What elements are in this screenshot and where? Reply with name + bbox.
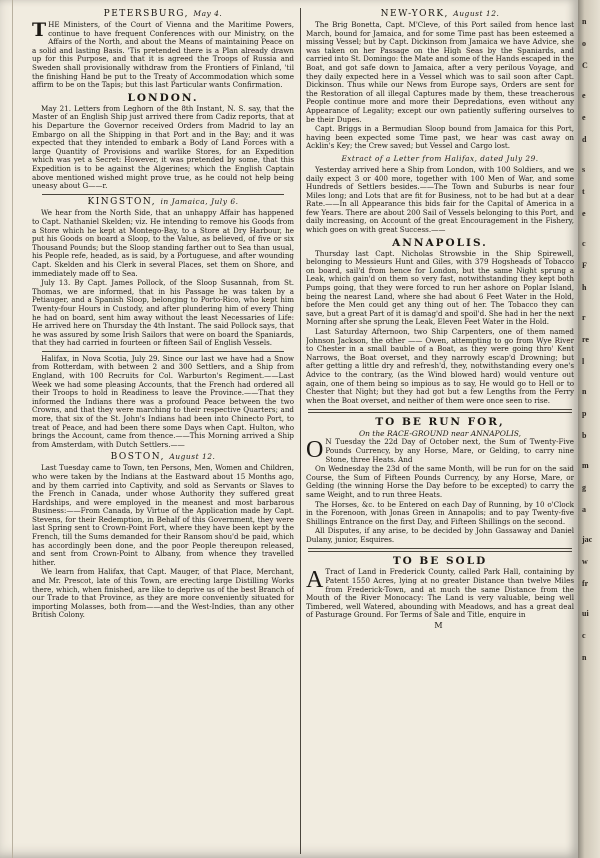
kingston-title: KINGSTON, — [87, 197, 157, 208]
race-ad-heading: TO BE RUN FOR, — [375, 416, 505, 429]
boston-date: August 12. — [169, 452, 216, 462]
edge-fragment: g — [582, 483, 586, 492]
edge-fragment: e — [582, 209, 586, 218]
edge-fragment: ui — [582, 609, 589, 618]
advertisement-divider — [308, 409, 572, 413]
edge-fragment: m — [582, 461, 589, 470]
race-ad-paragraph-4: All Disputes, if any arise, to be decided by John Gassaway and Daniel Dulany, junior, Esquires. — [306, 526, 574, 544]
edge-fragment: w — [582, 557, 588, 566]
annapolis-article-2: Last Saturday Afternoon, two Ship Carpenters, one of them named Johnson Jackson, the other —— Owen, attempting to go from Wye River to Chester in a small bauble of a Boat, as they were going thro' Kent Narrows, the Boat overset, and they narrowly escap'd Drowning; but after getting a little dry and refresh'd, they, notwithstanding every one's Advice to the contrary, (as the Wind blowed hard) would venture out again, one of them being so impious as to say, He would go to Hell or to Chester that Night; but they had got but a few Lengths from the Ferry when the Boat overset, and neither of them were once seen to rise. — [306, 327, 574, 405]
edge-fragment: c — [582, 631, 586, 640]
petersburg-date: May 4. — [193, 9, 223, 18]
race-ad-subheading: On the RACE-GROUND near ANNAPOLIS, — [358, 429, 522, 439]
new-york-article-2: Capt. Briggs in a Bermudian Sloop bound from Jamaica for this Port, having been expected some Time past, we hear was cast away on Acklin's Key; the Crew saved; but Vessel and Cargo lost. — [306, 124, 574, 151]
edge-fragment: fr — [582, 579, 589, 588]
edge-fragment: F — [582, 261, 587, 270]
halifax-article: Halifax, in Nova Scotia, July 29. Since our last we have had a Snow from Rotterdam, with between 2 and 300 Settlers, and a Ship from England, with 100 Recruits for Col. Warburton's Regiment.——Last Week we had some pleasing Accounts, that the French had ordered all their Troops to hold in Readiness to leave the Province.——That they informed the Indians there was a profound Peace between the two Crowns, and that they were marching to their respective Quarters; and more, that six of the St. John's Indians had been into Chinecto Port, to treat of Peace, and had been there some Days when Capt. Hulton, who brings the Account, came from thence.——This Morning arrived a Ship from Amsterdam, with Dutch Settlers.—— — [32, 353, 294, 449]
edge-fragment: h — [582, 283, 587, 292]
edge-fragment: p — [582, 409, 587, 418]
new-york-title: NEW-YORK, — [380, 9, 449, 19]
advertisement-divider — [308, 548, 572, 552]
section-divider — [42, 194, 284, 195]
annapolis-heading: ANNAPOLIS. — [392, 236, 488, 249]
adjacent-page-fragments — [578, 0, 600, 666]
london-heading: LONDON. — [127, 91, 199, 104]
column-rule — [300, 8, 301, 854]
annapolis-article-1: Thursday last Capt. Nicholas Strowsbie in the Ship Spirewell, belonging to Messieurs Hunt and Giles, with 379 Hogsheads of Tobacco on board, sail'd from hence for London, but the same Night sprung a Leak, which gain'd on them so very fast, notwithstanding they kept both Pumps going, that they were forced to run her ashore on Poplar Island, being the nearest Land, where she had about 6 Feet Water in the Hold, before the Men could get any thing out of her. The Tobacco they can save, but a great Part of it is damag'd and spoil'd. She had in her the next Morning after she sprung the Leak, Eleven Feet Water in the Hold. — [306, 248, 574, 327]
edge-fragment: s — [582, 165, 586, 174]
edge-fragment: r — [582, 313, 586, 322]
petersburg-article — [32, 21, 294, 90]
right-column — [306, 6, 574, 856]
edge-fragment: c — [582, 239, 586, 248]
petersburg-article-text: HE Ministers, of the Court of Vienna and the Maritime Powers, continue to have frequent Conferences with our Ministry, on the Affairs of the North, and about the Means of maintaining Peace on a solid and lasting Basis. 'Tis pretended there is a Plan already drawn up for this Purpose, and that it is agreed the Troops of Russia and Sweden shall provisionally withdraw from the Frontiers of Finland, 'til the finishing Hand be put to the Treaty of Accommodation which some affirm to be on the Tapis; but this last Particular wants Confirmation. — [32, 20, 294, 90]
new-york-article-1: The Brig Bonetta, Capt. M'Cleve, of this Port sailed from hence last March, bound for Jamaica, and for some Time past has been esteemed a missing Vessel; but by Capt. Dickinson from Jamaica we have Advice, she was taken on her Passage on the High Seas by the Spaniards, and carried into St. Domingo: the Mate and some of the Hands escaped in the Boat, and got safe down to Jamaica, after a very perilous Voyage, and they daily expected here in a Vessel which was to sail soon after Capt. Dickinson. Thus while our News from Europe says, Orders are sent for the Restoration of all illegal Captures made by them, these treacherous People continue more and more their Depredations, even without any Appearance of Legality; except our own patiently suffering ourselves to be their Dupes. — [306, 20, 574, 124]
new-york-heading — [306, 9, 574, 19]
petersburg-heading — [32, 9, 294, 19]
london-article: May 21. Letters from Leghorn of the 8th Instant, N. S. say, that the Master of an English Ship just arrived there from Cadiz reports, that at his Departure the Governor received Orders from Madrid to lay an Embargo on all the Shipping in that Port and in the Bay; and it was expected that they intended to embark a Body of Land Forces with a large Quantity of Provisions and warlike Stores, for an Expedition which was yet a Secret: However, it was pretended by some, that this Expedition is to be against the Algerines; which the English Captain above mentioned wished might prove true, as he could not help being uneasy about G——r. — [32, 103, 294, 191]
sale-ad-heading: TO BE SOLD — [392, 555, 488, 568]
page-catchword: M — [434, 621, 446, 631]
edge-fragment: a — [582, 505, 586, 514]
boston-article-2: We learn from Halifax, that Capt. Mauger, of that Place, Merchant, and Mr. Prescot, late of this Town, are erecting large Distilling Works there, which, when finished, are like to deprive us of the best Branch of our Trade to that Province, as they are more conveniently situated for importing Molasses, both from——and the West-Indies, than any other British Colony. — [32, 567, 294, 620]
page-gutter-line — [12, 0, 13, 858]
drop-cap-t: T — [32, 19, 47, 41]
drop-cap-o: O — [306, 437, 324, 464]
boston-article-1: Last Tuesday came to Town, ten Persons, Men, Women and Children, who were taken by the Indians at the Eastward about 15 Months ago, and by them carried into Captivity, and sold as Servants or Slaves to the French in Canada, under whose Authority they suffered great Hardships, and were employed in the meanest and most barbarous Business:——From Canada, by Virtue of the Application made by Capt. Stevens, for their Redemption, in Behalf of this Government, they were last Spring sent to Crown-Point Fort, where they have been kept by the French, till the Sums demanded for their Ransom shou'd be paid, which has accordingly been done, and the poor People thereupon released, and sent from Crown-Point to Albany, from whence they travelled hither. — [32, 463, 294, 567]
edge-fragment: n — [582, 653, 587, 662]
edge-fragment: t — [582, 187, 585, 196]
edge-fragment: d — [582, 135, 587, 144]
new-york-date: August 12. — [453, 9, 500, 18]
kingston-article-2: July 13. By Capt. James Pollock, of the Sloop Susannah, from St. Thomas, we are informed, that in his Passage he was taken by a Petiauger, and a Spanish Sloop, belonging to Porto-Rico, who kept him Twenty-four Hours in Custody, and after plundering him of every Thing he had on board, sent him away without the least Necessaries of Life: He arrived here on Thursday the 4th Instant. The said Pollock says, that he was assured by some Irish Sailors that were on board the Spaniards, that they had carried in fourteen or fifteen Sail of English Vessels. — [32, 278, 294, 348]
race-ad-paragraph-3: The Horses, &c. to be Entered on each Day of Running, by 10 o'Clock in the Forenoon, with Jonas Green in Annapolis; and to pay Twenty-five Shillings Entrance on the first Day, and Fifteen Shillings on the second. — [306, 499, 574, 526]
edge-fragment: jac — [582, 535, 593, 544]
left-column — [32, 6, 294, 856]
edge-fragment: e — [582, 113, 586, 122]
edge-fragment: n — [582, 387, 587, 396]
edge-fragment: b — [582, 431, 587, 440]
halifax-extract-heading: Extract of a Letter from Halifax, dated July 29. — [341, 153, 539, 163]
kingston-article-1: We hear from the North Side, that an unhappy Affair has happened to Capt. Nathaniel Skelden; viz. He intending to remove his Goods from a Store which he kept at Montego-Bay, to a Store at Dry Harbour, he put his Goods on board a Sloop, to the Value, as believed, of five or six Thousand Pounds; but the Sloop standing farther out to Sea than usual, his People refe, headed, as is said, by a Portuguese, and after wounding Capt. Skelden and his Clerk in several Places, set them on Shore, and immediately made off to Sea. — [32, 208, 294, 278]
drop-cap-a: A — [306, 567, 324, 594]
edge-fragment: C — [582, 61, 588, 70]
edge-fragment: n — [582, 17, 587, 26]
kingston-date: in Jamaica, July 6. — [160, 197, 239, 207]
halifax-extract-article: Yesterday arrived here a Ship from London, with 100 Soldiers, and we daily expect 3 or 400 more, together with 100 Men of War, and some Hundreds of Settlers besides.——The Town and Suburbs is near four Miles long; and Lots that are fit for Business, not to be had but at a dear Rate.——In all Appearance this bids fair for the Capital of America in a few Years. There are about 200 Sail of Vessels belonging to this Port, and daily increasing, on Account of the great Encouragement in the Fishery, which goes on with great Success.—— — [306, 164, 574, 235]
boston-heading — [32, 452, 294, 462]
edge-fragment: e — [582, 91, 586, 100]
adjacent-page-edge — [578, 0, 600, 858]
kingston-heading — [32, 197, 294, 207]
race-ad-paragraph-1 — [306, 438, 574, 464]
race-ad-paragraph-1-text: N Tuesday the 22d Day of October next, the Sum of Twenty-Five Pounds Currency, by any Horse, Mare, or Gelding, to carry nine Stone, three Heats. And — [325, 437, 574, 464]
edge-fragment: o — [582, 39, 586, 48]
section-divider — [42, 351, 284, 352]
sale-ad-paragraph — [306, 568, 574, 620]
petersburg-title: PETERSBURG, — [103, 9, 190, 19]
race-ad-paragraph-2: On Wednesday the 23d of the same Month, will be run for on the said Course, the Sum of Fifteen Pounds Currency, by any Horse, Mare, or Gelding (the winning Horse the Day before to be excepted) to carry the same Weight, and to run three Heats. — [306, 464, 574, 499]
boston-title: BOSTON, — [110, 452, 165, 463]
sale-ad-text: Tract of Land in Frederick County, called Park Hall, containing by Patent 1550 Acres, lying at no greater Distance than twelve Miles from Frederick-Town, and at much the same Distance from the Mouth of the River Monocacy: The Land is very valuable, being well Timbered, well Watered, abounding with Meadows, and has a great deal of Pasturage Ground. For Terms of Sale and Title, enquire in — [306, 567, 574, 620]
edge-fragment: l — [582, 357, 585, 366]
edge-fragment: re — [582, 335, 589, 344]
